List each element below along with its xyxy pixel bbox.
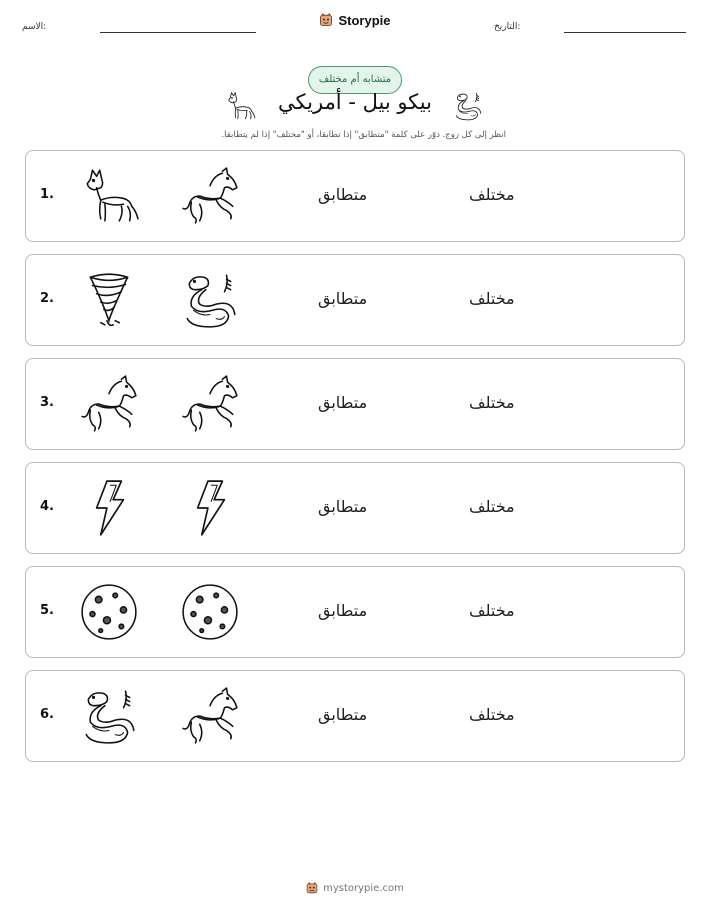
- moon-icon: [179, 581, 241, 643]
- question-row: [25, 358, 685, 450]
- same-option[interactable]: متطابق: [318, 185, 368, 204]
- same-option[interactable]: متطابق: [318, 289, 368, 308]
- different-option[interactable]: مختلف: [469, 497, 515, 516]
- question-number: 1.: [40, 187, 54, 202]
- question-number: 2.: [40, 291, 54, 306]
- title-row: [0, 90, 709, 124]
- storypie-mascot-icon: [305, 881, 319, 895]
- tornado-icon: [78, 269, 140, 331]
- horse-icon: [179, 685, 241, 747]
- question-row: [25, 150, 685, 242]
- footer-url[interactable]: mystorypie.com: [323, 882, 404, 894]
- name-label: الاسم:: [22, 22, 47, 32]
- same-option[interactable]: متطابق: [318, 393, 368, 412]
- question-row: [25, 462, 685, 554]
- question-number: 3.: [40, 395, 54, 410]
- same-option[interactable]: متطابق: [318, 497, 368, 516]
- different-option[interactable]: مختلف: [469, 393, 515, 412]
- same-option[interactable]: متطابق: [318, 705, 368, 724]
- same-option[interactable]: متطابق: [318, 601, 368, 620]
- question-row: [25, 566, 685, 658]
- brand-logo: [0, 12, 709, 32]
- question-row: [25, 254, 685, 346]
- coyote-icon: [78, 165, 140, 227]
- page-title: بيكو بيل - أمريكي: [278, 90, 432, 114]
- footer: [0, 880, 709, 899]
- coyote-icon: [224, 90, 256, 122]
- different-option[interactable]: مختلف: [469, 705, 515, 724]
- snake-icon: [78, 685, 140, 747]
- question-number: 6.: [40, 707, 54, 722]
- worksheet-type-badge: متشابه أم مختلف: [308, 66, 402, 94]
- question-row: [25, 670, 685, 762]
- moon-icon: [78, 581, 140, 643]
- date-label: التاريخ:: [494, 22, 521, 32]
- horse-icon: [179, 165, 241, 227]
- storypie-mascot-icon: [318, 12, 334, 28]
- instructions: انظر إلى كل زوج. دوّر على كلمة "متطابق" إذا تطابقا، أو "مختلف" إذا لم يتطابقا.: [221, 130, 506, 140]
- name-field-line[interactable]: [100, 32, 256, 33]
- date-field-line[interactable]: [564, 32, 686, 33]
- horse-icon: [78, 373, 140, 435]
- lightning-icon: [78, 477, 140, 539]
- snake-icon: [179, 269, 241, 331]
- question-number: 4.: [40, 499, 54, 514]
- snake-icon: [452, 90, 484, 122]
- different-option[interactable]: مختلف: [469, 601, 515, 620]
- lightning-icon: [179, 477, 241, 539]
- different-option[interactable]: مختلف: [469, 185, 515, 204]
- different-option[interactable]: مختلف: [469, 289, 515, 308]
- brand-name: Storypie: [338, 12, 391, 28]
- question-number: 5.: [40, 603, 54, 618]
- horse-icon: [179, 373, 241, 435]
